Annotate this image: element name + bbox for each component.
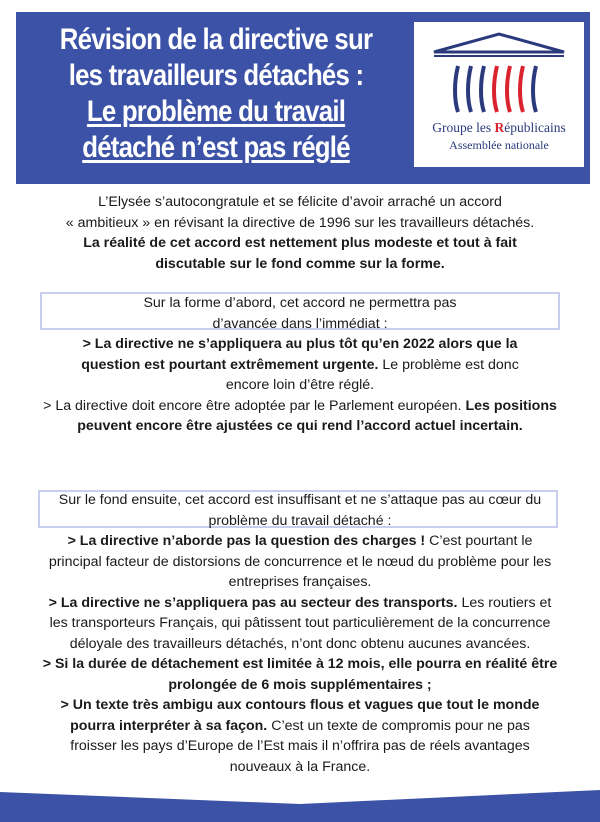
logo-name: Groupe les Républicains: [432, 120, 566, 135]
fond-item-3: > Si la durée de détachement est limitée à 12 mois, elle pourra en réalité être prolongée de 6 mois supplémentaires ;: [42, 656, 558, 693]
fond-item-4: > Un texte très ambigu aux contours flous et vagues que tout le monde pourra interpréter à sa façon. C’est un texte de compromis pour ne pas froisser les pays d’Europe de l’Est mais il n’offrira pas de réels avantages nouveaux à la France.: [60, 697, 540, 775]
forme-item-1: > La directive ne s’appliquera au plus tôt qu’en 2022 alors que la question est pourtant extrêmement urgente. Le problème est donc encore loin d’être réglé.: [81, 336, 519, 393]
assembly-building-icon: [428, 30, 570, 116]
fond-section: [30, 490, 570, 777]
intro-line-1: L’Elysée s’autocongratule et se félicite d’avoir arraché un accord: [98, 194, 502, 210]
intro-line-2: « ambitieux » en révisant la directive de 1996 sur les travailleurs détachés.: [65, 214, 535, 231]
intro-paragraph: [30, 192, 570, 274]
title-line-1: Révision de la directive sur: [59, 23, 373, 56]
intro-bold: La réalité de cet accord est nettement plus modeste et tout à fait discutable sur le fond comme sur la forme.: [83, 235, 517, 272]
page-title: [49, 22, 383, 166]
party-logo: [414, 22, 584, 167]
title-line-3: Le problème du travail: [86, 95, 346, 128]
footer-banner: [0, 774, 600, 822]
forme-item-2: > La directive doit encore être adoptée par le Parlement européen. Les positions peuvent encore être ajustées ce qui rend l’accord actuel incertain.: [43, 397, 557, 434]
fond-item-1: > La directive n’aborde pas la question des charges ! C’est pourtant le principal facteur de distorsions de concurrence et le nœud du problème pour les entreprises françaises.: [48, 533, 552, 590]
title-line-4: détaché n’est pas réglé: [82, 131, 350, 164]
fond-item-2: > La directive ne s’appliquera pas au secteur des transports. Les routiers et les transporteurs Français, qui pâtissent tout particulièrement de la concurrence déloyale des travailleurs détachés, n’ont donc obtenu aucunes avancées.: [48, 594, 552, 652]
title-line-2: les travailleurs détachés :: [68, 59, 364, 92]
forme-lead: Sur la forme d’abord, cet accord ne permettra pas d’avancée dans l’immédiat :: [143, 295, 457, 332]
forme-section: [30, 293, 570, 437]
logo-subtitle: Assemblée nationale: [449, 138, 549, 152]
title-banner: [16, 12, 590, 184]
fond-lead: Sur le fond ensuite, cet accord est insuffisant et ne s’attaque pas au cœur du problème du travail détaché :: [58, 492, 542, 529]
